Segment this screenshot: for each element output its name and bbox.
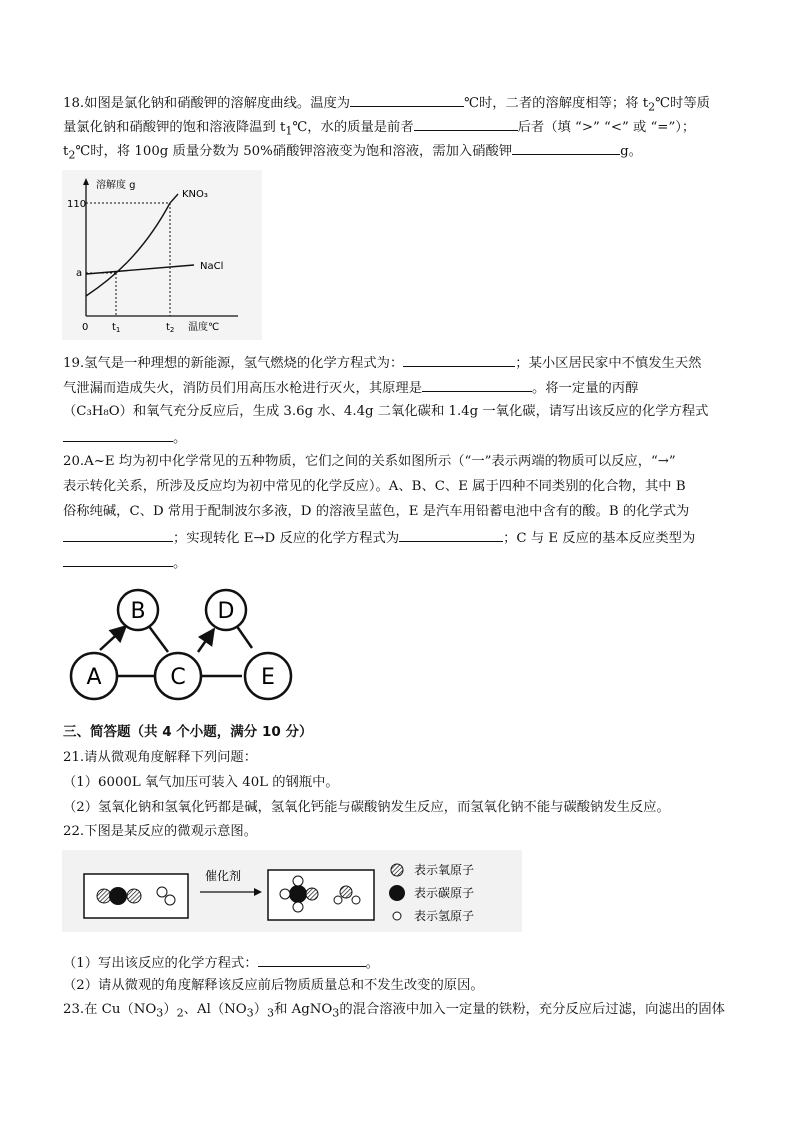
legend-carbon-icon xyxy=(389,885,405,901)
y-axis-label: 溶解度 g xyxy=(96,180,136,191)
water-hydrogen-atom xyxy=(334,896,342,904)
q20-line2: 表示转化关系，所涉及反应均为初中常见的化学反应）。A、B、C、E 属于四种不同类别的化合物，其中 B xyxy=(63,479,686,494)
svg-text:B: B xyxy=(130,599,146,624)
svg-text:E: E xyxy=(261,665,275,690)
q21-item1: （1）6000L 氧气加压可装入 40L 的钢瓶中。 xyxy=(63,775,339,790)
node-b xyxy=(118,590,158,630)
arrow-c-to-d xyxy=(198,629,214,652)
legend-carbon-label: 表示碳原子 xyxy=(414,886,475,900)
q19-line2: 气泄漏而造成失火，消防员们用高压水枪进行灭火，其原理是 。将一定量的丙醇 xyxy=(63,377,638,399)
arrow-e-to-d xyxy=(236,625,252,648)
svg-text:D: D xyxy=(217,599,235,624)
water-hydrogen-atom-2 xyxy=(352,896,360,904)
reactant-oxygen-atom xyxy=(97,889,111,903)
product-carbon-atom xyxy=(289,885,307,903)
y-tick-a: a xyxy=(76,268,83,279)
legend-hydrogen-icon xyxy=(393,912,401,920)
nacl-label: NaCl xyxy=(200,261,224,272)
q19-line1: 19.氢气是一种理想的新能源，氢气燃烧的化学方程式为： ；某小区居民家中不慎发生天然 xyxy=(63,352,701,374)
y-tick-110: 110 xyxy=(67,199,87,210)
q22-item2: （2）请从微观的角度解释该反应前后物质质量总和不发生改变的原因。 xyxy=(63,978,484,993)
svg-text:C: C xyxy=(170,665,186,690)
solubility-chart xyxy=(62,170,262,340)
q19-line4: 。 xyxy=(63,427,186,449)
q20-line5: 。 xyxy=(63,552,186,574)
section3-title: 三、简答题（共 4 个小题，满分 10 分） xyxy=(63,724,313,740)
q19-blank-equation[interactable] xyxy=(403,352,515,367)
q20-blank-reaction-type[interactable] xyxy=(63,552,173,567)
q20-line4: ；实现转化 E→D 反应的化学方程式为 ；C 与 E 反应的基本反应类型为 xyxy=(63,527,695,549)
chart-background xyxy=(62,170,262,340)
x-tick-t1: $t_1$ xyxy=(112,322,121,334)
q18-line1: 18.如图是氯化钠和硝酸钾的溶解度曲线。温度为 ℃时，二者的溶解度相等；将 $t_2℃$时等质 xyxy=(63,92,710,118)
q18-line2: 量氯化钠和硝酸钾的饱和溶液降温到 $t_1℃$，水的质量是前者 后者（填 “>” “<” 或 “=”）； xyxy=(63,116,695,142)
product-hydrogen-atom-left xyxy=(280,889,290,899)
svg-text:A: A xyxy=(86,665,102,690)
q19-line3: （C₃H₈O）和氧气充分反应后，生成 3.6g 水、4.4g 二氧化碳和 1.4g 一氧化碳，请写出该反应的化学方程式 xyxy=(63,404,709,419)
legend-oxygen-label: 表示氧原子 xyxy=(414,863,475,877)
q20-line3: 俗称纯碱，C、D 常用于配制波尔多液，D 的溶液呈蓝色，E 是汽车用铅蓄电池中含有的酸。B 的化学式为 xyxy=(63,504,690,519)
q22-item1: （1）写出该反应的化学方程式： 。 xyxy=(63,952,379,974)
product-hydrogen-atom-bottom xyxy=(293,902,303,912)
q18-blank-mass[interactable] xyxy=(512,140,620,155)
relationship-diagram xyxy=(62,580,302,710)
q21-item2: （2）氢氧化钠和氢氧化钙都是碱，氢氧化钙能与碳酸钠发生反应，而氢氧化钠不能与碳酸钠发生反应。 xyxy=(63,800,670,815)
q22-blank-equation[interactable] xyxy=(258,952,366,967)
reactant-carbon-atom xyxy=(109,887,127,905)
node-c xyxy=(155,653,201,699)
q23-line1: 23.在 $Cu(NO_3)_2$、$Al(NO_3)_3$和 AgNO$_3$的混合溶液中加入一定量的铁粉，充分反应后过滤，向滤出的固体 xyxy=(63,1002,725,1020)
link-b-c xyxy=(148,625,168,652)
x-tick-0: 0 xyxy=(82,322,89,333)
q18-blank-temp[interactable] xyxy=(350,92,464,107)
catalyst-label: 催化剂 xyxy=(205,869,242,883)
reactant-hydrogen-atom xyxy=(157,887,167,897)
q19-blank-principle[interactable] xyxy=(422,377,532,392)
reactant-oxygen-atom-2 xyxy=(127,889,141,903)
q21-intro: 21.请从微观角度解释下列问题： xyxy=(63,750,258,765)
q22-intro: 22.下图是某反应的微观示意图。 xyxy=(63,824,258,839)
x-tick-t2: $t_2$ xyxy=(166,322,175,334)
water-oxygen-atom xyxy=(340,886,352,898)
product-hydrogen-atom-top xyxy=(293,876,303,886)
product-oxygen-atom xyxy=(306,888,318,900)
reactant-hydrogen-atom-2 xyxy=(165,895,175,905)
reaction-micro-diagram xyxy=(62,850,522,932)
node-a xyxy=(71,653,117,699)
q20-line1: 20.A~E 均为初中化学常见的五种物质，它们之间的关系如图所示（“一”表示两端的物质可以反应，“→” xyxy=(63,454,676,469)
legend-hydrogen-label: 表示氢原子 xyxy=(414,909,475,923)
x-axis-label: 温度℃ xyxy=(188,322,220,333)
q19-blank-propanol-equation[interactable] xyxy=(63,427,173,442)
q18-line3: $t_2℃$时，将 100g 质量分数为 50%硝酸钾溶液变为饱和溶液，需加入硝酸钾 g。 xyxy=(63,140,642,166)
q20-blank-b-formula[interactable] xyxy=(63,527,173,542)
q18-blank-compare[interactable] xyxy=(414,116,518,131)
q20-blank-e-to-d[interactable] xyxy=(399,527,503,542)
node-d xyxy=(206,590,246,630)
node-e xyxy=(245,653,291,699)
arrow-a-to-b xyxy=(100,626,126,650)
kno3-label: KNO₃ xyxy=(182,189,208,200)
legend-oxygen-icon xyxy=(391,864,403,876)
